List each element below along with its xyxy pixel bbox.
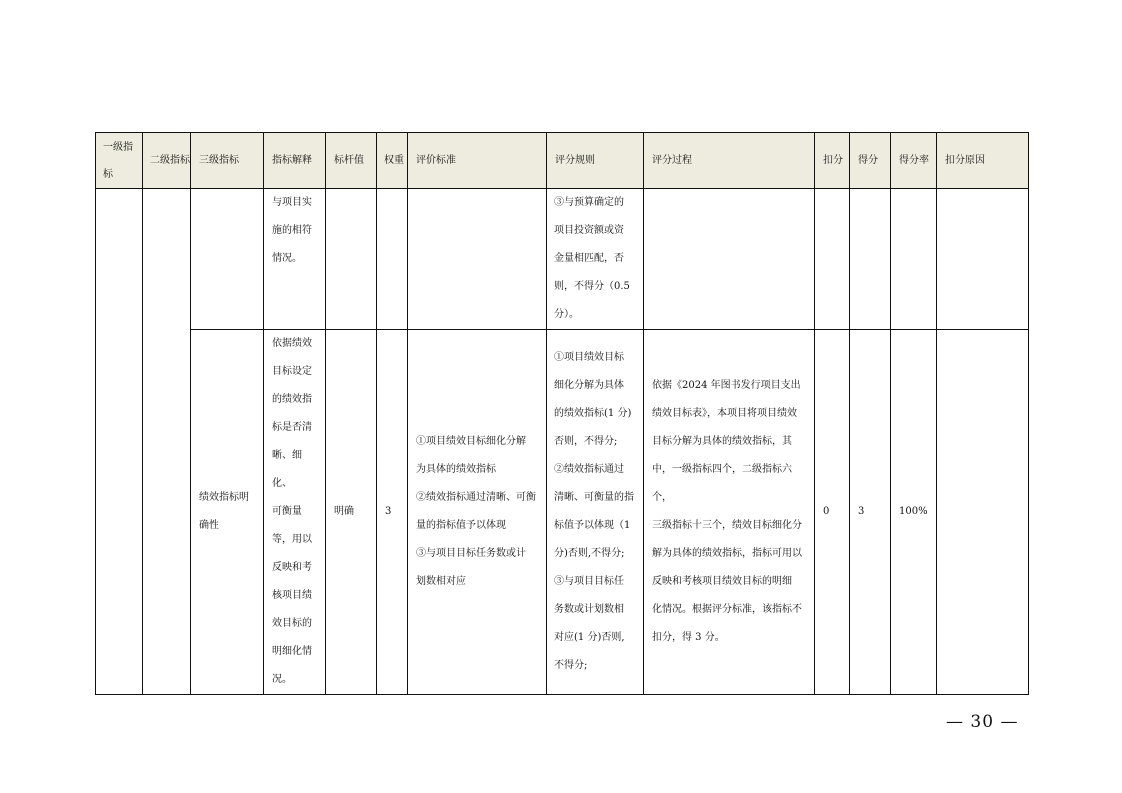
benchmark-cell	[326, 189, 377, 330]
header-standard: 评价标准	[408, 133, 547, 189]
table-row	[96, 189, 1029, 330]
header-score: 得分	[850, 133, 891, 189]
rate-cell: 100%	[899, 506, 928, 517]
header-weight: 权重	[377, 133, 408, 189]
evaluation-table	[95, 132, 1029, 695]
header-deduction: 扣分	[815, 133, 850, 189]
header-level2: 二级指标	[143, 133, 191, 189]
header-level1: 一级指标	[96, 133, 143, 189]
benchmark-cell: 明确	[334, 506, 354, 517]
header-level3: 三级指标	[191, 133, 264, 189]
weight-cell: 3	[385, 506, 392, 517]
explanation-cell: 与项目实 施的相符 情况。	[272, 197, 312, 264]
rule-cell: ①项目绩效目标 细化分解为具体 的绩效指标(1 分) 否则，不得分; ②绩效指标通过 清晰、可衡量的指 标值予以体现（1 分)否则,不得分; ③与项目目标任 务数或计划数相 对应(1 分)否则, 不得分;	[554, 352, 634, 671]
deduction-cell	[815, 189, 850, 330]
rate-cell	[891, 189, 937, 330]
header-rule: 评分规则	[547, 133, 644, 189]
header-reason: 扣分原因	[937, 133, 1029, 189]
reason-cell	[937, 189, 1029, 330]
header-row	[96, 133, 1029, 189]
process-cell: 依据《2024 年图书发行项目支出 绩效目标表》，本项目将项目绩效 目标分解为具体的绩效指标，其 中，一级指标四个，二级指标六个， 三级指标十三个，绩效目标细化分 解为具体的绩效指标，指标可用以 反映和考核项目绩效目标的明细 化情况。根据评分标准，该指标不 扣分，得 3 分。	[652, 380, 802, 643]
level2-cell	[143, 189, 191, 695]
header-benchmark: 标杆值	[326, 133, 377, 189]
header-explanation: 指标解释	[264, 133, 326, 189]
level1-cell	[96, 189, 143, 695]
header-rate: 得分率	[891, 133, 937, 189]
rule-cell: ③与预算确定的 项目投资额或资 金量相匹配，否 则，不得分（0.5 分）。	[554, 197, 630, 320]
level3-cell	[191, 189, 264, 330]
standard-cell: ①项目绩效目标细化分解 为具体的绩效指标 ②绩效指标通过清晰、可衡 量的指标值予以体现 ③与项目目标任务数或计 划数相对应	[416, 436, 536, 587]
process-cell	[644, 189, 815, 330]
table-row	[96, 330, 1029, 695]
page-number: — 30 —	[946, 712, 1019, 732]
deduction-cell: 0	[823, 506, 830, 517]
explanation-cell: 依据绩效 目标设定 的绩效指 标是否清 晰、细化、 可衡量 等，用以 反映和考 核项目绩 效目标的 明细化情 况。	[272, 338, 312, 685]
weight-cell	[377, 189, 408, 330]
score-cell	[850, 189, 891, 330]
indicator3-cell: 绩效指标明 确性	[199, 492, 249, 531]
header-process: 评分过程	[644, 133, 815, 189]
standard-cell	[408, 189, 547, 330]
score-cell: 3	[858, 506, 865, 517]
